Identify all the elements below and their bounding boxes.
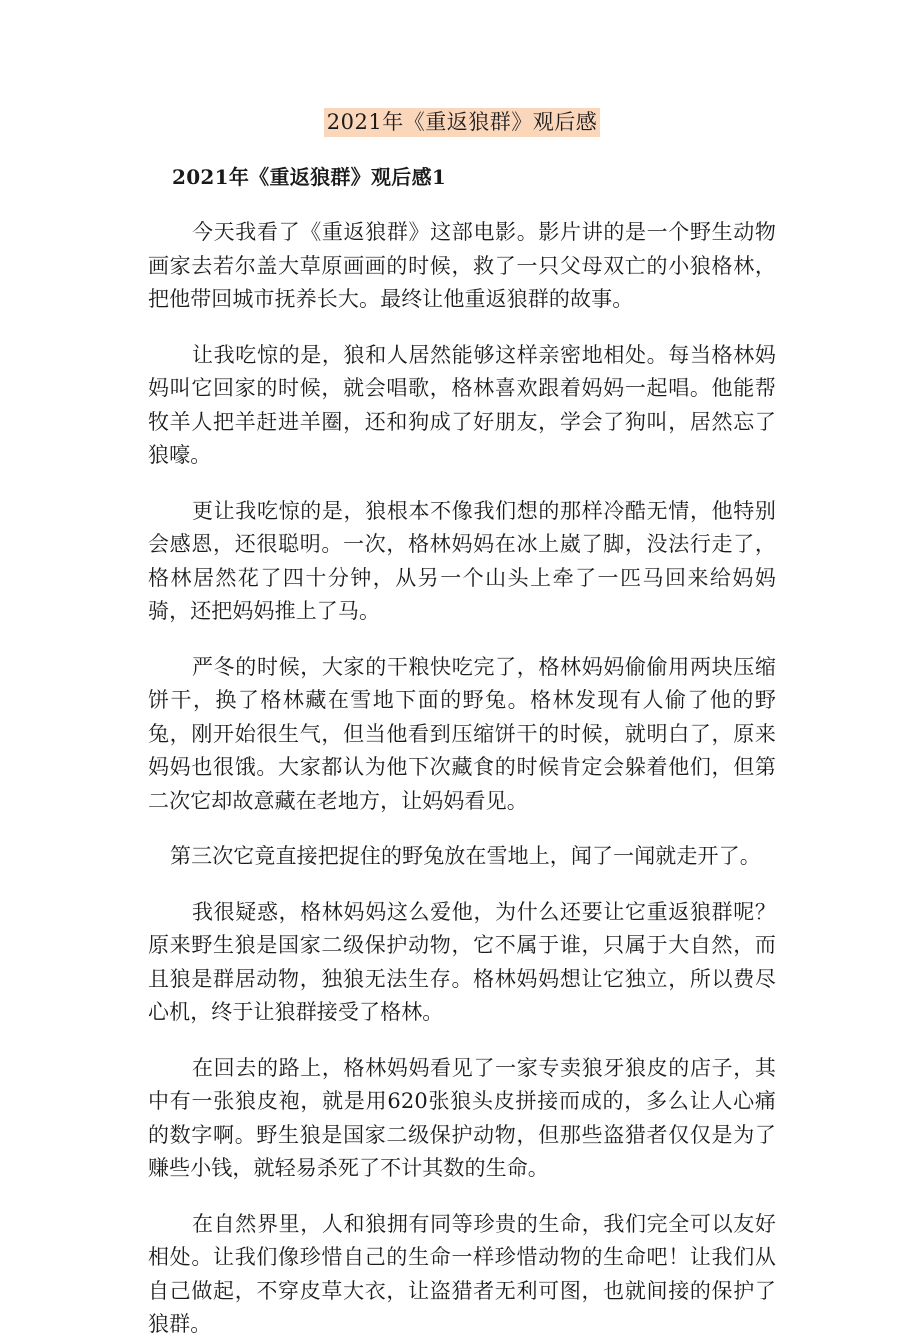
paragraph-8: 在自然界里，人和狼拥有同等珍贵的生命，我们完全可以友好相处。让我们像珍惜自己的生命一样珍惜动物的生命吧！让我们从自己做起，不穿皮草大衣，让盗猎者无利可图，也就间接的保护了狼群。 [148, 1211, 776, 1336]
paragraph-5: 第三次它竟直接把捉住的野兔放在雪地上，闻了一闻就走开了。 [170, 844, 761, 868]
paragraph-7: 在回去的路上，格林妈妈看见了一家专卖狼牙狼皮的店子，其中有一张狼皮袍，就是用620张狼头皮拼接而成的，多么让人心痛的数字啊。野生狼是国家二级保护动物，但那些盗猎者仅仅是为了赚些小钱，就轻易杀死了不计其数的生命。 [148, 1055, 776, 1180]
document-title [148, 0, 776, 137]
paragraph-2: 让我吃惊的是，狼和人居然能够这样亲密地相处。每当格林妈妈叫它回家的时候，就会唱歌，格林喜欢跟着妈妈一起唱。他能帮牧羊人把羊赶进羊圈，还和狗成了好朋友，学会了狗叫，居然忘了狼嚎。 [148, 342, 776, 467]
document-title-text: 2021年《重返狼群》观后感 [324, 108, 600, 137]
section-heading: 2021年《重返狼群》观后感1 [172, 165, 447, 189]
document-body [148, 0, 776, 1342]
paragraph-6: 我很疑惑，格林妈妈这么爱他，为什么还要让它重返狼群呢？原来野生狼是国家二级保护动物，它不属于谁，只属于大自然，而且狼是群居动物，独狼无法生存。格林妈妈想让它独立，所以费尽心机，终于让狼群接受了格林。 [148, 899, 776, 1024]
paragraph-1: 今天我看了《重返狼群》这部电影。影片讲的是一个野生动物画家去若尔盖大草原画画的时候，救了一只父母双亡的小狼格林，把他带回城市抚养长大。最终让他重返狼群的故事。 [148, 220, 776, 311]
paragraph-4: 严冬的时候，大家的干粮快吃完了，格林妈妈偷偷用两块压缩饼干，换了格林藏在雪地下面的野兔。格林发现有人偷了他的野兔，刚开始很生气，但当他看到压缩饼干的时候，就明白了，原来妈妈也很饿。大家都认为他下次藏食的时候肯定会躲着他们，但第二次它却故意藏在老地方，让妈妈看见。 [148, 654, 776, 813]
paragraph-3: 更让我吃惊的是，狼根本不像我们想的那样冷酷无情，他特别会感恩，还很聪明。一次，格林妈妈在冰上崴了脚，没法行走了，格林居然花了四十分钟，从另一个山头上牵了一匹马回来给妈妈骑，还把妈妈推上了马。 [148, 498, 776, 623]
